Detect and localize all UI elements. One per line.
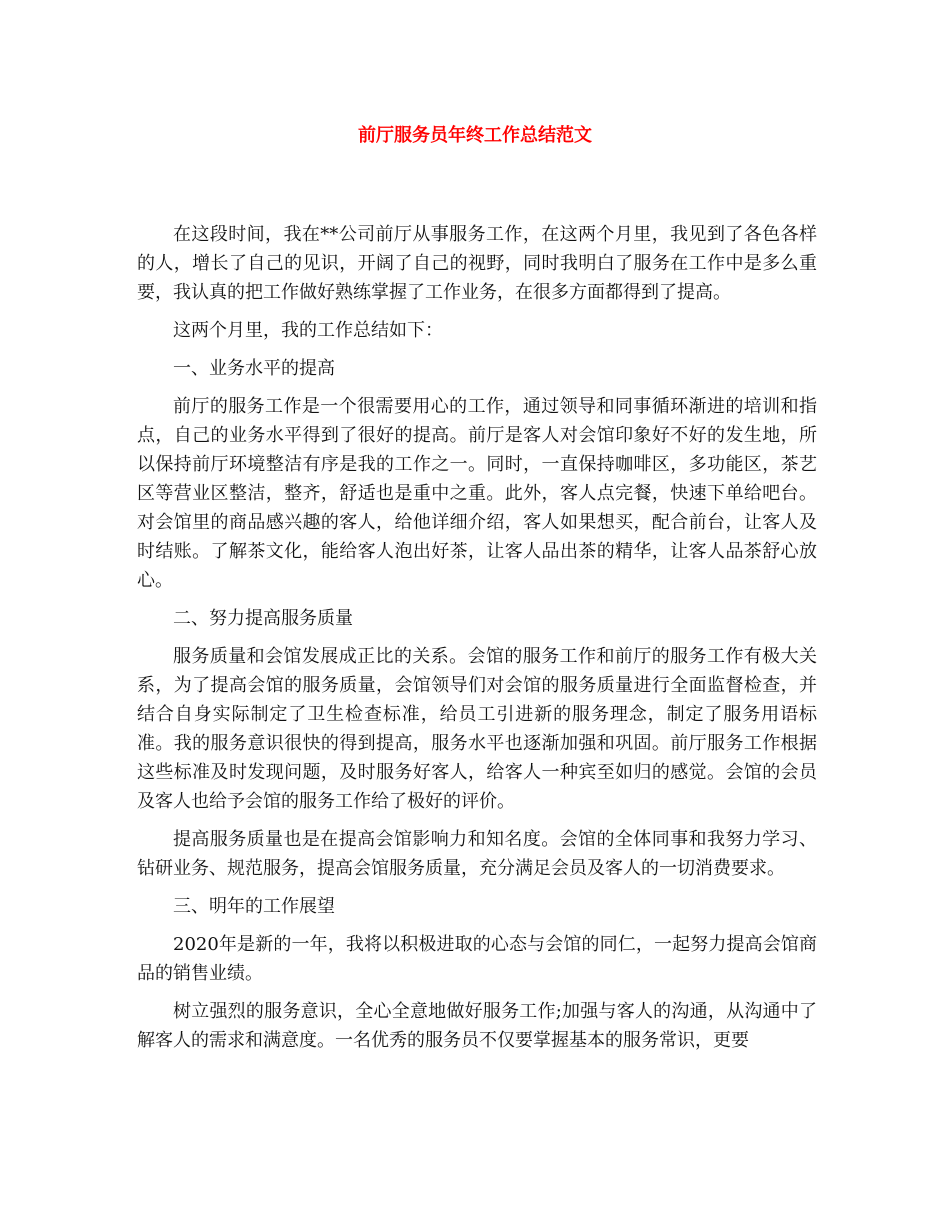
- paragraph-intro: 在这段时间，我在**公司前厅从事服务工作，在这两个月里，我见到了各色各样的人，增长了自己的见识，开阔了自己的视野，同时我明白了服务在工作中是多么重要，我认真的把工作做好熟练掌握了工作业务，在很多方面都得到了提高。: [137, 224, 817, 303]
- document-title: 前厅服务员年终工作总结范文: [358, 125, 592, 146]
- section-heading-2: 二、努力提高服务质量: [173, 608, 353, 629]
- paragraph-summary-lead: 这两个月里，我的工作总结如下：: [173, 320, 443, 341]
- paragraph-section-3a: 2020年是新的一年，我将以积极进取的心态与会馆的同仁，一起努力提高会馆商品的销售业绩。: [137, 934, 817, 984]
- section-heading-1: 一、业务水平的提高: [173, 358, 335, 379]
- section-heading-3: 三、明年的工作展望: [173, 896, 335, 917]
- paragraph-section-3b: 树立强烈的服务意识，全心全意地做好服务工作;加强与客人的沟通，从沟通中了解客人的需求和满意度。一名优秀的服务员不仅要掌握基本的服务常识，更要: [137, 1001, 817, 1051]
- paragraph-section-2b: 提高服务质量也是在提高会馆影响力和知名度。会馆的全体同事和我努力学习、钻研业务、规范服务，提高会馆服务质量，充分满足会员及客人的一切消费要求。: [137, 829, 817, 879]
- document-body: [137, 220, 817, 1064]
- paragraph-section-1: 前厅的服务工作是一个很需要用心的工作，通过领导和同事循环渐进的培训和指点，自己的业务水平得到了很好的提高。前厅是客人对会馆印象好不好的发生地，所以保持前厅环境整洁有序是我的工作之一。同时，一直保持咖啡区，多功能区，茶艺区等营业区整洁，整齐，舒适也是重中之重。此外，客人点完餐，快速下单给吧台。对会馆里的商品感兴趣的客人，给他详细介绍，客人如果想买，配合前台，让客人及时结账。了解茶文化，能给客人泡出好茶，让客人品出茶的精华，让客人品茶舒心放心。: [137, 396, 817, 591]
- paragraph-section-2a: 服务质量和会馆发展成正比的关系。会馆的服务工作和前厅的服务工作有极大关系，为了提高会馆的服务质量，会馆领导们对会馆的服务质量进行全面监督检查，并结合自身实际制定了卫生检查标准，给员工引进新的服务理念，制定了服务用语标准。我的服务意识很快的得到提高，服务水平也逐渐加强和巩固。前厅服务工作根据这些标准及时发现问题，及时服务好客人，给客人一种宾至如归的感觉。会馆的会员及客人也给予会馆的服务工作给了极好的评价。: [137, 646, 817, 812]
